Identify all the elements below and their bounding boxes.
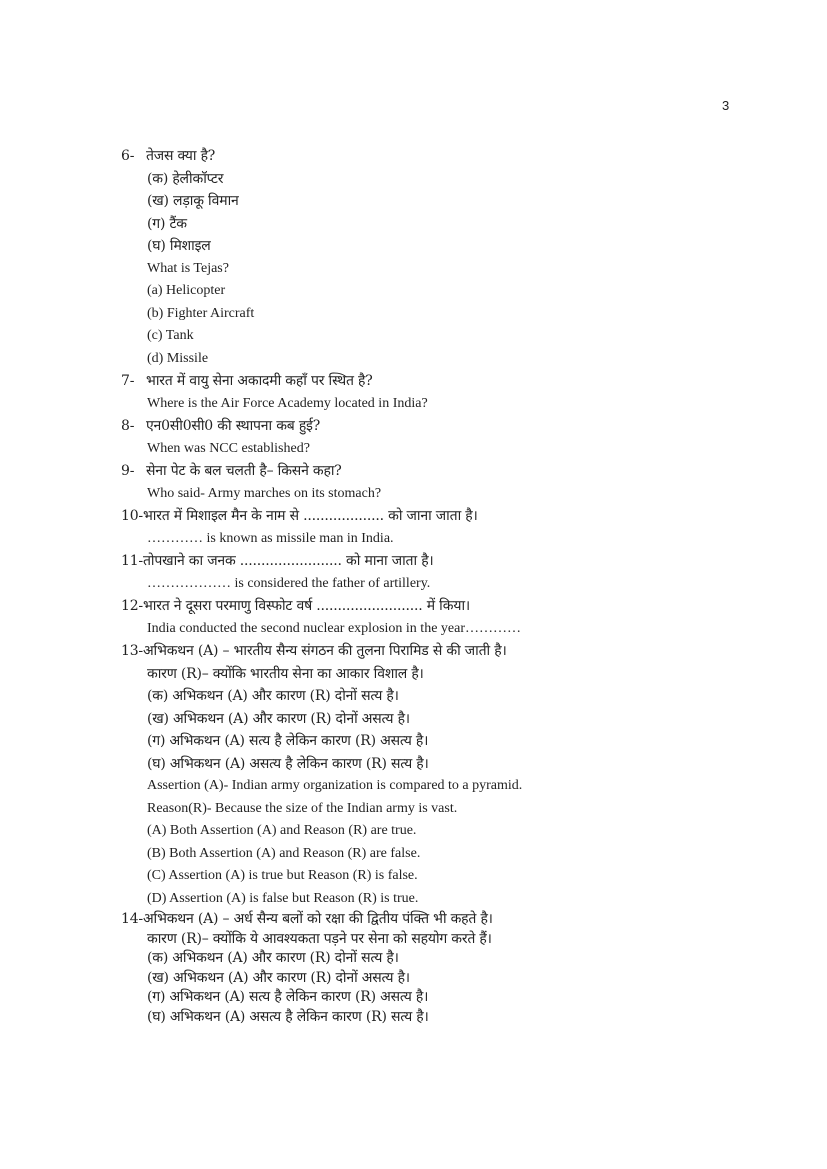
option-hindi: (क) अभिकथन (A) और कारण (R) दोनों सत्य है। (147, 688, 399, 704)
question-text-hindi: भारत में वायु सेना अकादमी कहाँ पर स्थित है? (146, 373, 373, 389)
question-13 (121, 640, 811, 663)
question-number: 7- (121, 373, 135, 389)
question-number: 12- (121, 598, 143, 614)
question-text-hindi: सेना पेट के बल चलती है– किसने कहा? (146, 463, 342, 479)
option-english: (a) Helicopter (147, 283, 226, 298)
option-english: (C) Assertion (A) is true but Reason (R) is false. (147, 868, 418, 883)
reason-text-english: Reason(R)- Because the size of the Indian army is vast. (147, 800, 458, 816)
question-11 (121, 550, 811, 573)
option-hindi: (ग) टैंक (147, 215, 187, 232)
option-hindi: (ख) अभिकथन (A) और कारण (R) दोनों असत्य है। (147, 710, 410, 727)
question-text-english: India conducted the second nuclear explosion in the year………… (147, 620, 521, 636)
question-10 (121, 505, 811, 528)
page-number: 3 (722, 98, 730, 113)
question-14 (121, 910, 811, 930)
option-hindi: (क) हेलीकॉप्टर (147, 170, 224, 187)
question-text-hindi: भारत ने दूसरा परमाणु विस्फोट वर्ष ......................... में किया। (142, 598, 471, 614)
question-text-english: What is Tejas? (147, 260, 229, 276)
question-text-hindi: तोपखाने का जनक ........................ को माना जाता है। (142, 553, 434, 569)
question-6 (121, 145, 811, 168)
option-hindi: (क) अभिकथन (A) और कारण (R) दोनों सत्य है। (147, 950, 399, 966)
option-hindi: (ख) अभिकथन (A) और कारण (R) दोनों असत्य है। (147, 969, 410, 986)
question-text-hindi: अभिकथन (A) – भारतीय सैन्य संगठन की तुलना पिरामिड से की जाती है। (142, 643, 507, 659)
question-text-hindi: अभिकथन (A) – अर्ध सैन्य बलों को रक्षा की द्वितीय पंक्ति भी कहते है। (142, 911, 493, 927)
question-number: 10- (121, 508, 143, 524)
question-number: 8- (121, 418, 135, 434)
option-hindi: (घ) अभिकथन (A) असत्य है लेकिन कारण (R) सत्य है। (147, 1008, 429, 1025)
option-hindi: (ग) अभिकथन (A) सत्य है लेकिन कारण (R) असत्य है। (147, 733, 429, 749)
option-hindi: (ग) अभिकथन (A) सत्य है लेकिन कारण (R) असत्य है। (147, 989, 429, 1005)
question-text-english: Who said- Army marches on its stomach? (147, 485, 382, 501)
option-english: (d) Missile (147, 350, 209, 366)
question-text-english: ……………… is considered the father of artillery. (147, 575, 431, 591)
question-text-english: Assertion (A)- Indian army organization is compared to a pyramid. (147, 778, 523, 793)
option-english: (B) Both Assertion (A) and Reason (R) are false. (147, 845, 421, 861)
option-hindi: (घ) मिशाइल (147, 238, 211, 254)
question-7 (121, 370, 811, 393)
question-text-hindi: भारत में मिशाइल मैन के नाम से ................... को जाना जाता है। (142, 508, 478, 524)
question-text-english: When was NCC established? (147, 440, 310, 456)
question-text-english: Where is the Air Force Academy located in India? (147, 395, 428, 411)
question-number: 11- (121, 553, 143, 569)
question-number: 13- (121, 643, 143, 659)
question-list (121, 145, 811, 1027)
question-12 (121, 595, 811, 618)
question-8 (121, 415, 811, 438)
reason-text-hindi: कारण (R)– क्योंकि भारतीय सेना का आकार विशाल है। (147, 665, 424, 682)
option-english: (D) Assertion (A) is false but Reason (R) is true. (147, 890, 419, 906)
option-hindi: (घ) अभिकथन (A) असत्य है लेकिन कारण (R) सत्य है। (147, 755, 429, 772)
option-english: (b) Fighter Aircraft (147, 305, 255, 321)
option-hindi: (ख) लड़ाकू विमान (147, 193, 239, 209)
option-english: (A) Both Assertion (A) and Reason (R) are true. (147, 823, 417, 838)
question-text-hindi: तेजस क्या है? (146, 148, 216, 164)
reason-text-hindi: कारण (R)– क्योंकि ये आवश्यकता पड़ने पर सेना को सहयोग करते हैं। (147, 930, 492, 947)
question-number: 14- (121, 911, 143, 927)
option-english: (c) Tank (147, 328, 194, 343)
question-text-hindi: एन0सी0सी0 की स्थापना कब हुई? (146, 418, 321, 434)
question-number: 6- (121, 148, 135, 164)
question-9 (121, 460, 811, 483)
question-text-english: ………… is known as missile man in India. (147, 530, 394, 546)
question-number: 9- (121, 463, 135, 479)
